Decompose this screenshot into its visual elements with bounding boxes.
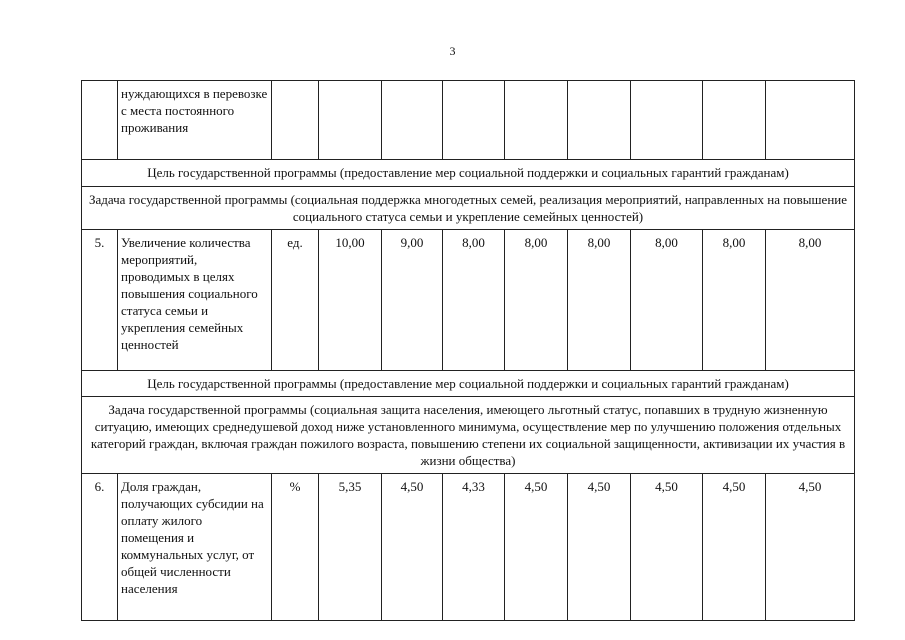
value-cell: 8,00 bbox=[703, 230, 766, 371]
value-cell: 4,50 bbox=[382, 474, 443, 621]
page-number: 3 bbox=[449, 44, 456, 58]
value-cell: 4,50 bbox=[505, 474, 568, 621]
row-number: 6. bbox=[82, 474, 118, 621]
value-cell bbox=[703, 81, 766, 160]
value-cell: 8,00 bbox=[505, 230, 568, 371]
program-goal: Цель государственной программы (предоставление мер социальной поддержки и социальных гарантий гражданам) bbox=[82, 371, 855, 397]
table-row bbox=[82, 160, 855, 187]
value-cell: 10,00 bbox=[319, 230, 382, 371]
value-cell: 8,00 bbox=[443, 230, 505, 371]
value-cell: 9,00 bbox=[382, 230, 443, 371]
value-cell bbox=[568, 81, 631, 160]
value-cell: 5,35 bbox=[319, 474, 382, 621]
indicator-name: Доля граждан, получающих субсидии на оплату жилого помещения и коммунальных услуг, от общей численности населения bbox=[118, 474, 272, 621]
value-cell: 4,50 bbox=[568, 474, 631, 621]
unit-cell: ед. bbox=[272, 230, 319, 371]
value-cell: 4,33 bbox=[443, 474, 505, 621]
value-cell: 4,50 bbox=[766, 474, 855, 621]
program-task: Задача государственной программы (социальная защита населения, имеющего льготный статус, попавших в трудную жизненную ситуацию, имеющих среднедушевой доход ниже установленного минимума, осуществление мер по улучшению положения отдельных категорий граждан, включая граждан пожилого возраста, повышению степени их социальной защищенности, активизации их участия в жизни общества) bbox=[82, 397, 855, 474]
value-cell bbox=[443, 81, 505, 160]
value-cell: 8,00 bbox=[568, 230, 631, 371]
table-row bbox=[82, 81, 855, 160]
value-cell: 8,00 bbox=[766, 230, 855, 371]
value-cell: 8,00 bbox=[631, 230, 703, 371]
value-cell bbox=[631, 81, 703, 160]
value-cell bbox=[382, 81, 443, 160]
indicator-name: нуждающихся в перевозке с места постоянного проживания bbox=[118, 81, 272, 160]
indicator-name: Увеличение количества мероприятий, проводимых в целях повышения социального статуса семьи и укрепления семейных ценностей bbox=[118, 230, 272, 371]
value-cell bbox=[766, 81, 855, 160]
unit-cell bbox=[272, 81, 319, 160]
program-goal: Цель государственной программы (предоставление мер социальной поддержки и социальных гарантий гражданам) bbox=[82, 160, 855, 187]
value-cell: 4,50 bbox=[703, 474, 766, 621]
value-cell bbox=[505, 81, 568, 160]
table-row bbox=[82, 397, 855, 474]
unit-cell: % bbox=[272, 474, 319, 621]
table-row bbox=[82, 187, 855, 230]
table-row bbox=[82, 474, 855, 621]
table-row bbox=[82, 230, 855, 371]
value-cell: 4,50 bbox=[631, 474, 703, 621]
row-number: 5. bbox=[82, 230, 118, 371]
program-task: Задача государственной программы (социальная поддержка многодетных семей, реализация мероприятий, направленных на повышение социального статуса семьи и укрепление семейных ценностей) bbox=[82, 187, 855, 230]
value-cell bbox=[319, 81, 382, 160]
indicators-table bbox=[81, 80, 855, 621]
row-number bbox=[82, 81, 118, 160]
table-row bbox=[82, 371, 855, 397]
